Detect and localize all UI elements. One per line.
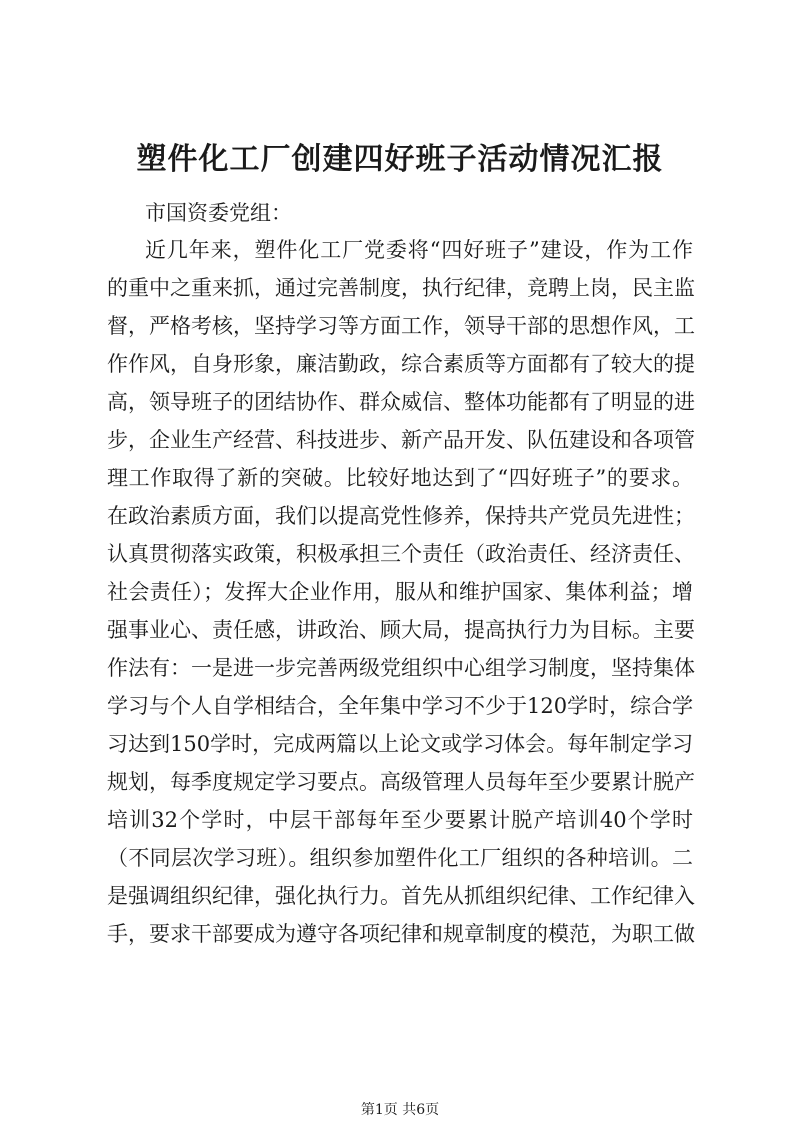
body-line: 近几年来，塑件化工厂党委将“四好班子”建设，作为工作	[145, 238, 693, 262]
body-line: 是强调组织纪律，强化执行力。首先从抓组织纪律、工作纪律入	[107, 884, 695, 908]
body-line: 高，领导班子的团结协作、群众威信、整体功能都有了明显的进	[107, 390, 695, 414]
body-line: 督，严格考核，坚持学习等方面工作，领导干部的思想作风，工	[107, 314, 695, 338]
body-line: 习达到150学时，完成两篇以上论文或学习体会。每年制定学习	[107, 732, 694, 756]
document-body	[107, 234, 693, 956]
body-line: 作作风，自身形象，廉洁勤政，综合素质等方面都有了较大的提	[107, 352, 695, 376]
body-line: 在政治素质方面，我们以提高党性修养，保持共产党员先进性；	[107, 504, 695, 528]
body-line: （不同层次学习班）。组织参加塑件化工厂组织的各种培训。二	[107, 846, 693, 870]
body-line: 步，企业生产经营、科技进步、新产品开发、队伍建设和各项管	[107, 428, 695, 452]
body-line: 的重中之重来抓，通过完善制度，执行纪律，竞聘上岗，民主监	[107, 276, 695, 300]
body-line: 认真贯彻落实政策，积极承担三个责任（政治责任、经济责任、	[107, 542, 695, 566]
body-line: 培训32个学时，中层干部每年至少要累计脱产培训40个学时	[107, 808, 693, 832]
page-footer: 第1页 共6页	[360, 1102, 440, 1118]
body-line: 理工作取得了新的突破。比较好地达到了“四好班子”的要求。	[107, 466, 693, 490]
body-line: 手，要求干部要成为遵守各项纪律和规章制度的模范，为职工做	[107, 922, 695, 946]
body-line: 学习与个人自学相结合，全年集中学习不少于120学时，综合学	[107, 694, 694, 718]
salutation: 市国资委党组：	[145, 201, 292, 225]
body-line: 强事业心、责任感，讲政治、顾大局，提高执行力为目标。主要	[107, 618, 695, 642]
body-line: 社会责任）；发挥大企业作用，服从和维护国家、集体利益；增	[107, 580, 693, 604]
document-title: 塑件化工厂创建四好班子活动情况汇报	[136, 142, 664, 177]
body-line: 作法有：一是进一步完善两级党组织中心组学习制度，坚持集体	[107, 656, 695, 680]
body-line: 规划，每季度规定学习要点。高级管理人员每年至少要累计脱产	[107, 770, 695, 794]
